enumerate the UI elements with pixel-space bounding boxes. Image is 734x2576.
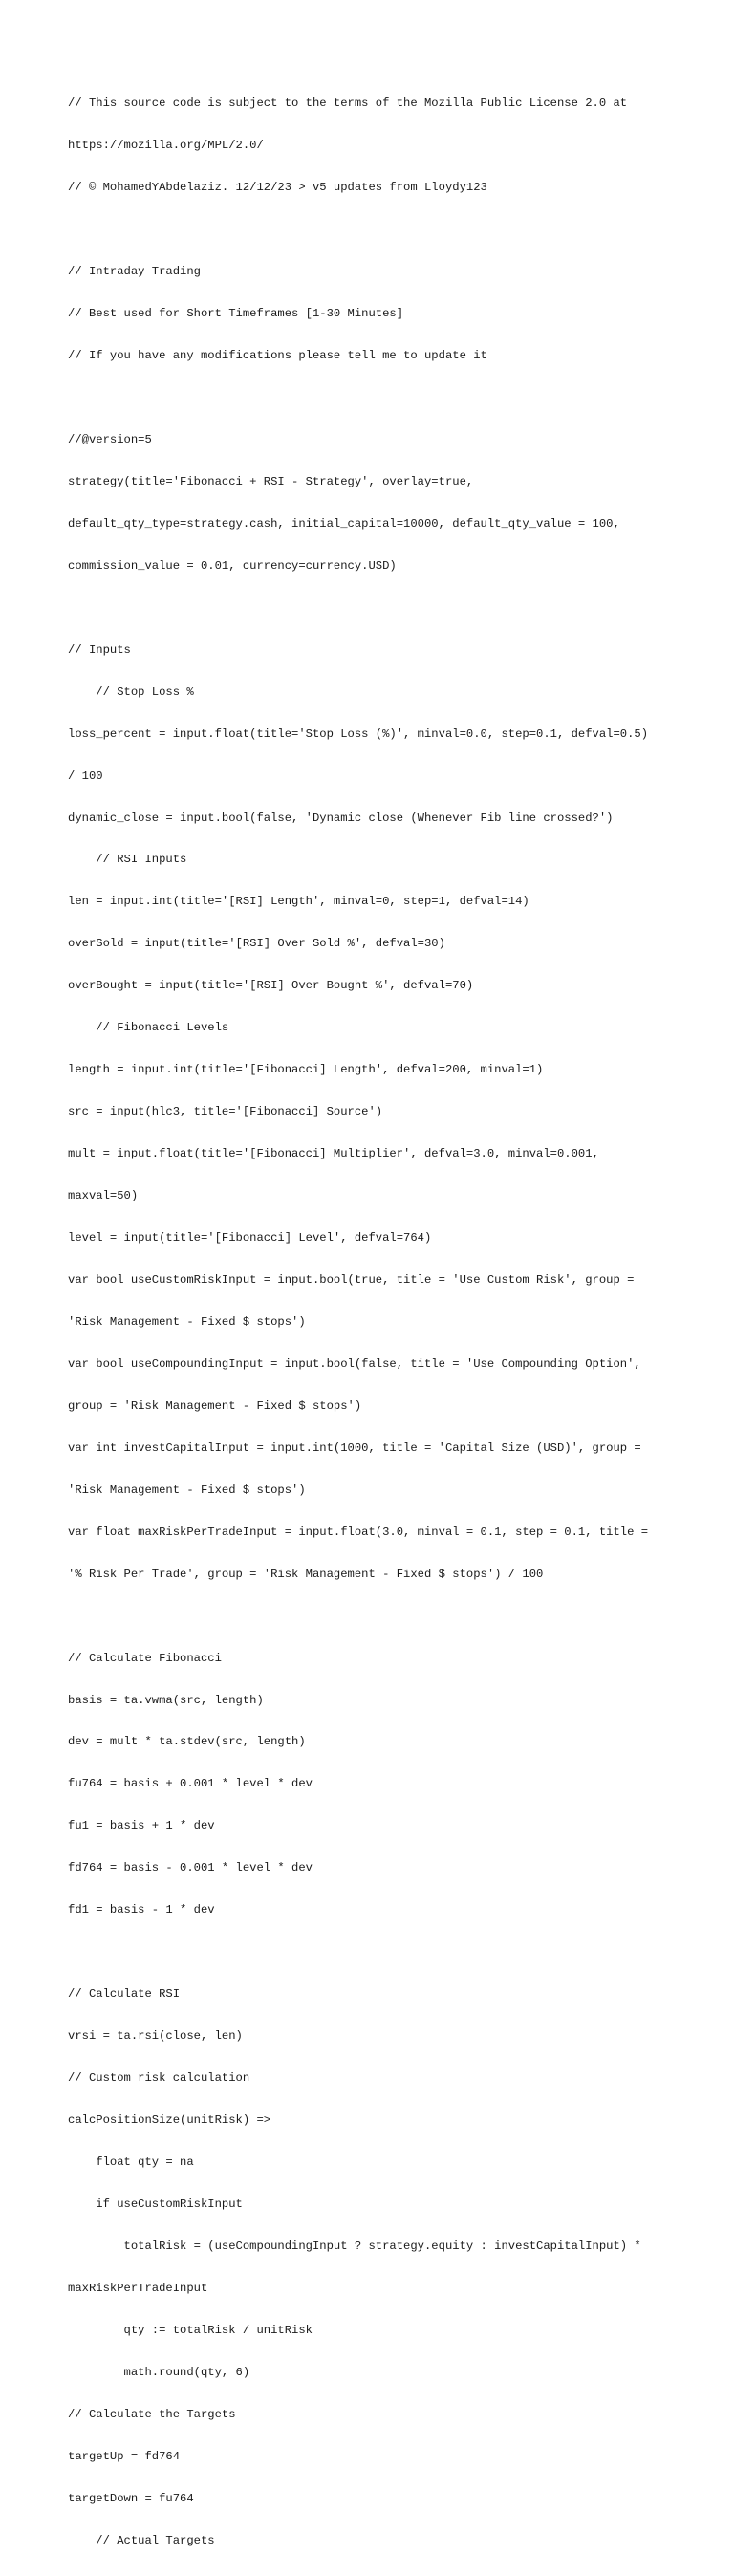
code-line: // Calculate RSI [68, 1987, 181, 2002]
code-line: // Best used for Short Timeframes [1-30 Minutes] [68, 307, 404, 321]
blank-line [68, 1610, 699, 1624]
code-line: strategy(title='Fibonacci + RSI - Strategy', overlay=true, [68, 474, 474, 488]
code-line: // Calculate Fibonacci [68, 1651, 222, 1665]
code-line: // If you have any modifications please tell me to update it [68, 349, 487, 363]
code-line: fd764 = basis - 0.001 * level * dev [68, 1861, 313, 1875]
code-line: totalRisk = (useCompoundingInput ? strategy.equity : investCapitalInput) * [68, 2239, 641, 2253]
code-listing [68, 69, 699, 2576]
code-line: targetUp = fd764 [68, 2449, 181, 2463]
code-line: mult = input.float(title='[Fibonacci] Multiplier', defval=3.0, minval=0.001, [68, 1147, 599, 1161]
code-line: // RSI Inputs [68, 853, 187, 867]
code-line: targetDown = fu764 [68, 2491, 194, 2505]
code-line: len = input.int(title='[RSI] Length', minval=0, step=1, defval=14) [68, 895, 529, 909]
code-line: overBought = input(title='[RSI] Over Bought %', defval=70) [68, 979, 474, 993]
code-line: 'Risk Management - Fixed $ stops') [68, 1314, 306, 1329]
code-line: // Intraday Trading [68, 265, 201, 279]
code-line: group = 'Risk Management - Fixed $ stops') [68, 1398, 362, 1413]
code-line: vrsi = ta.rsi(close, len) [68, 2029, 243, 2044]
code-line: length = input.int(title='[Fibonacci] Length', defval=200, minval=1) [68, 1063, 544, 1077]
code-line: fd1 = basis - 1 * dev [68, 1903, 215, 1917]
code-line: maxRiskPerTradeInput [68, 2281, 208, 2295]
code-line: fu1 = basis + 1 * dev [68, 1819, 215, 1833]
code-line: dev = mult * ta.stdev(src, length) [68, 1735, 306, 1749]
blank-line [68, 1945, 699, 1959]
code-line: var bool useCompoundingInput = input.bool(false, title = 'Use Compounding Option', [68, 1356, 641, 1371]
code-line: // This source code is subject to the terms of the Mozilla Public License 2.0 at [68, 97, 628, 111]
blank-line [68, 601, 699, 616]
code-line: math.round(qty, 6) [68, 2365, 250, 2379]
code-line: fu764 = basis + 0.001 * level * dev [68, 1777, 313, 1791]
code-line: var bool useCustomRiskInput = input.bool(true, title = 'Use Custom Risk', group = [68, 1273, 635, 1287]
code-line: dynamic_close = input.bool(false, 'Dynamic close (Whenever Fib line crossed?') [68, 811, 614, 825]
code-line: commission_value = 0.01, currency=currency.USD) [68, 558, 397, 573]
code-line: '% Risk Per Trade', group = 'Risk Management - Fixed $ stops') / 100 [68, 1567, 544, 1581]
code-line: if useCustomRiskInput [68, 2197, 243, 2211]
code-line: // Fibonacci Levels [68, 1021, 229, 1035]
code-line: src = input(hlc3, title='[Fibonacci] Source') [68, 1105, 383, 1119]
code-line: // Calculate the Targets [68, 2407, 236, 2421]
code-line: //@version=5 [68, 432, 152, 446]
code-line: level = input(title='[Fibonacci] Level', defval=764) [68, 1231, 432, 1245]
code-line: default_qty_type=strategy.cash, initial_capital=10000, default_qty_value = 100, [68, 516, 620, 530]
code-line: // Stop Loss % [68, 684, 194, 699]
code-line: // © MohamedYAbdelaziz. 12/12/23 > v5 updates from Lloydy123 [68, 181, 487, 195]
code-line: basis = ta.vwma(src, length) [68, 1693, 264, 1707]
code-line: overSold = input(title='[RSI] Over Sold %', defval=30) [68, 937, 445, 951]
code-line: var int investCapitalInput = input.int(1000, title = 'Capital Size (USD)', group = [68, 1440, 641, 1455]
code-line: maxval=50) [68, 1189, 139, 1203]
code-line: // Inputs [68, 642, 131, 657]
code-line: 'Risk Management - Fixed $ stops') [68, 1483, 306, 1497]
code-line: float qty = na [68, 2155, 194, 2170]
code-line: qty := totalRisk / unitRisk [68, 2323, 313, 2337]
code-line: loss_percent = input.float(title='Stop Loss (%)', minval=0.0, step=0.1, defval=0.5) [68, 726, 649, 741]
blank-line [68, 223, 699, 237]
code-line: // Custom risk calculation [68, 2071, 250, 2086]
code-line: var float maxRiskPerTradeInput = input.float(3.0, minval = 0.1, step = 0.1, title = [68, 1525, 649, 1539]
code-line: // Actual Targets [68, 2533, 215, 2547]
code-line: calcPositionSize(unitRisk) => [68, 2113, 271, 2128]
code-line: / 100 [68, 768, 103, 783]
code-line: https://mozilla.org/MPL/2.0/ [68, 139, 264, 153]
blank-line [68, 391, 699, 405]
